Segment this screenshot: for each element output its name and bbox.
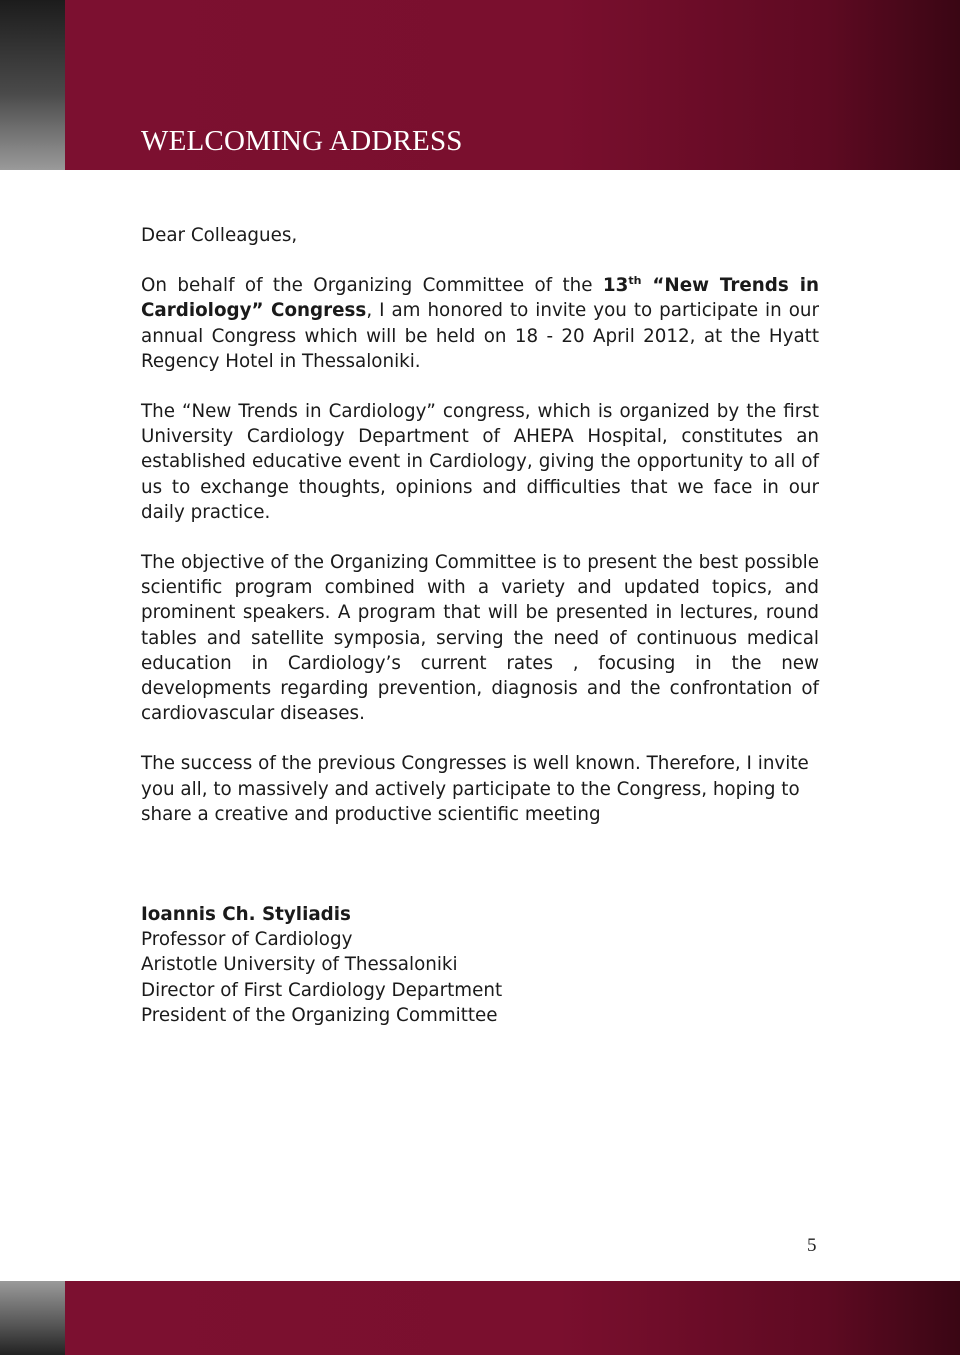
signature-block <box>141 902 502 1028</box>
footer-band <box>65 1281 960 1355</box>
paragraph-congress: The “New Trends in Cardiology” congress, which is organized by the first University Cardiology Department of AHEPA Hospital, constitutes an established educative event in Cardiology, giving the opportunity to all of us to exchange thoughts, opinions and difficulties that we face in our daily practice. <box>141 401 819 523</box>
signatory-title-4: President of the Organizing Committee <box>141 1004 498 1026</box>
page-title: WELCOMING ADDRESS <box>141 125 463 157</box>
intro-tail: , I am honored to invite you to participate in our annual Congress which will be held on 18 - 20 April 2012, at the Hyatt Regency Hotel in Thessaloniki. <box>141 300 819 372</box>
signatory-name: Ioannis Ch. Styliadis <box>141 904 351 925</box>
page-number: 5 <box>807 1235 817 1256</box>
edition-suffix: th <box>628 274 642 288</box>
congress-name: “New Trends in Cardiology” Congress <box>141 275 820 322</box>
letter-body <box>141 223 819 852</box>
signatory-title-2: Aristotle University of Thessaloniki <box>141 954 458 976</box>
edition-number: 13th “New Trends in Cardiology” Congress <box>141 274 820 322</box>
footer-gray-strip <box>0 1281 65 1355</box>
paragraph-intro <box>141 273 819 374</box>
signatory-title-3: Director of First Cardiology Department <box>141 979 503 1001</box>
header-gray-strip <box>0 0 65 170</box>
paragraph-objective: The objective of the Organizing Committee is to present the best possible scientific program combined with a variety and updated topics, and prominent speakers. A program that will be presented in lectures, round tables and satellite symposia, serving the need of continuous medical education in Cardiology’s current rates , focusing in the new developments regarding prevention, diagnosis and the confrontation of cardiovascular diseases. <box>141 552 819 725</box>
paragraph-invitation: The success of the previous Congresses is well known. Therefore, I invite you all, to massively and actively participate to the Congress, hoping to share a creative and productive scientific meeting <box>141 753 809 825</box>
salutation: Dear Colleagues, <box>141 225 298 246</box>
signatory-title-1: Professor of Cardiology <box>141 929 353 951</box>
intro-lead: On behalf of the Organizing Committee of the <box>141 275 603 297</box>
